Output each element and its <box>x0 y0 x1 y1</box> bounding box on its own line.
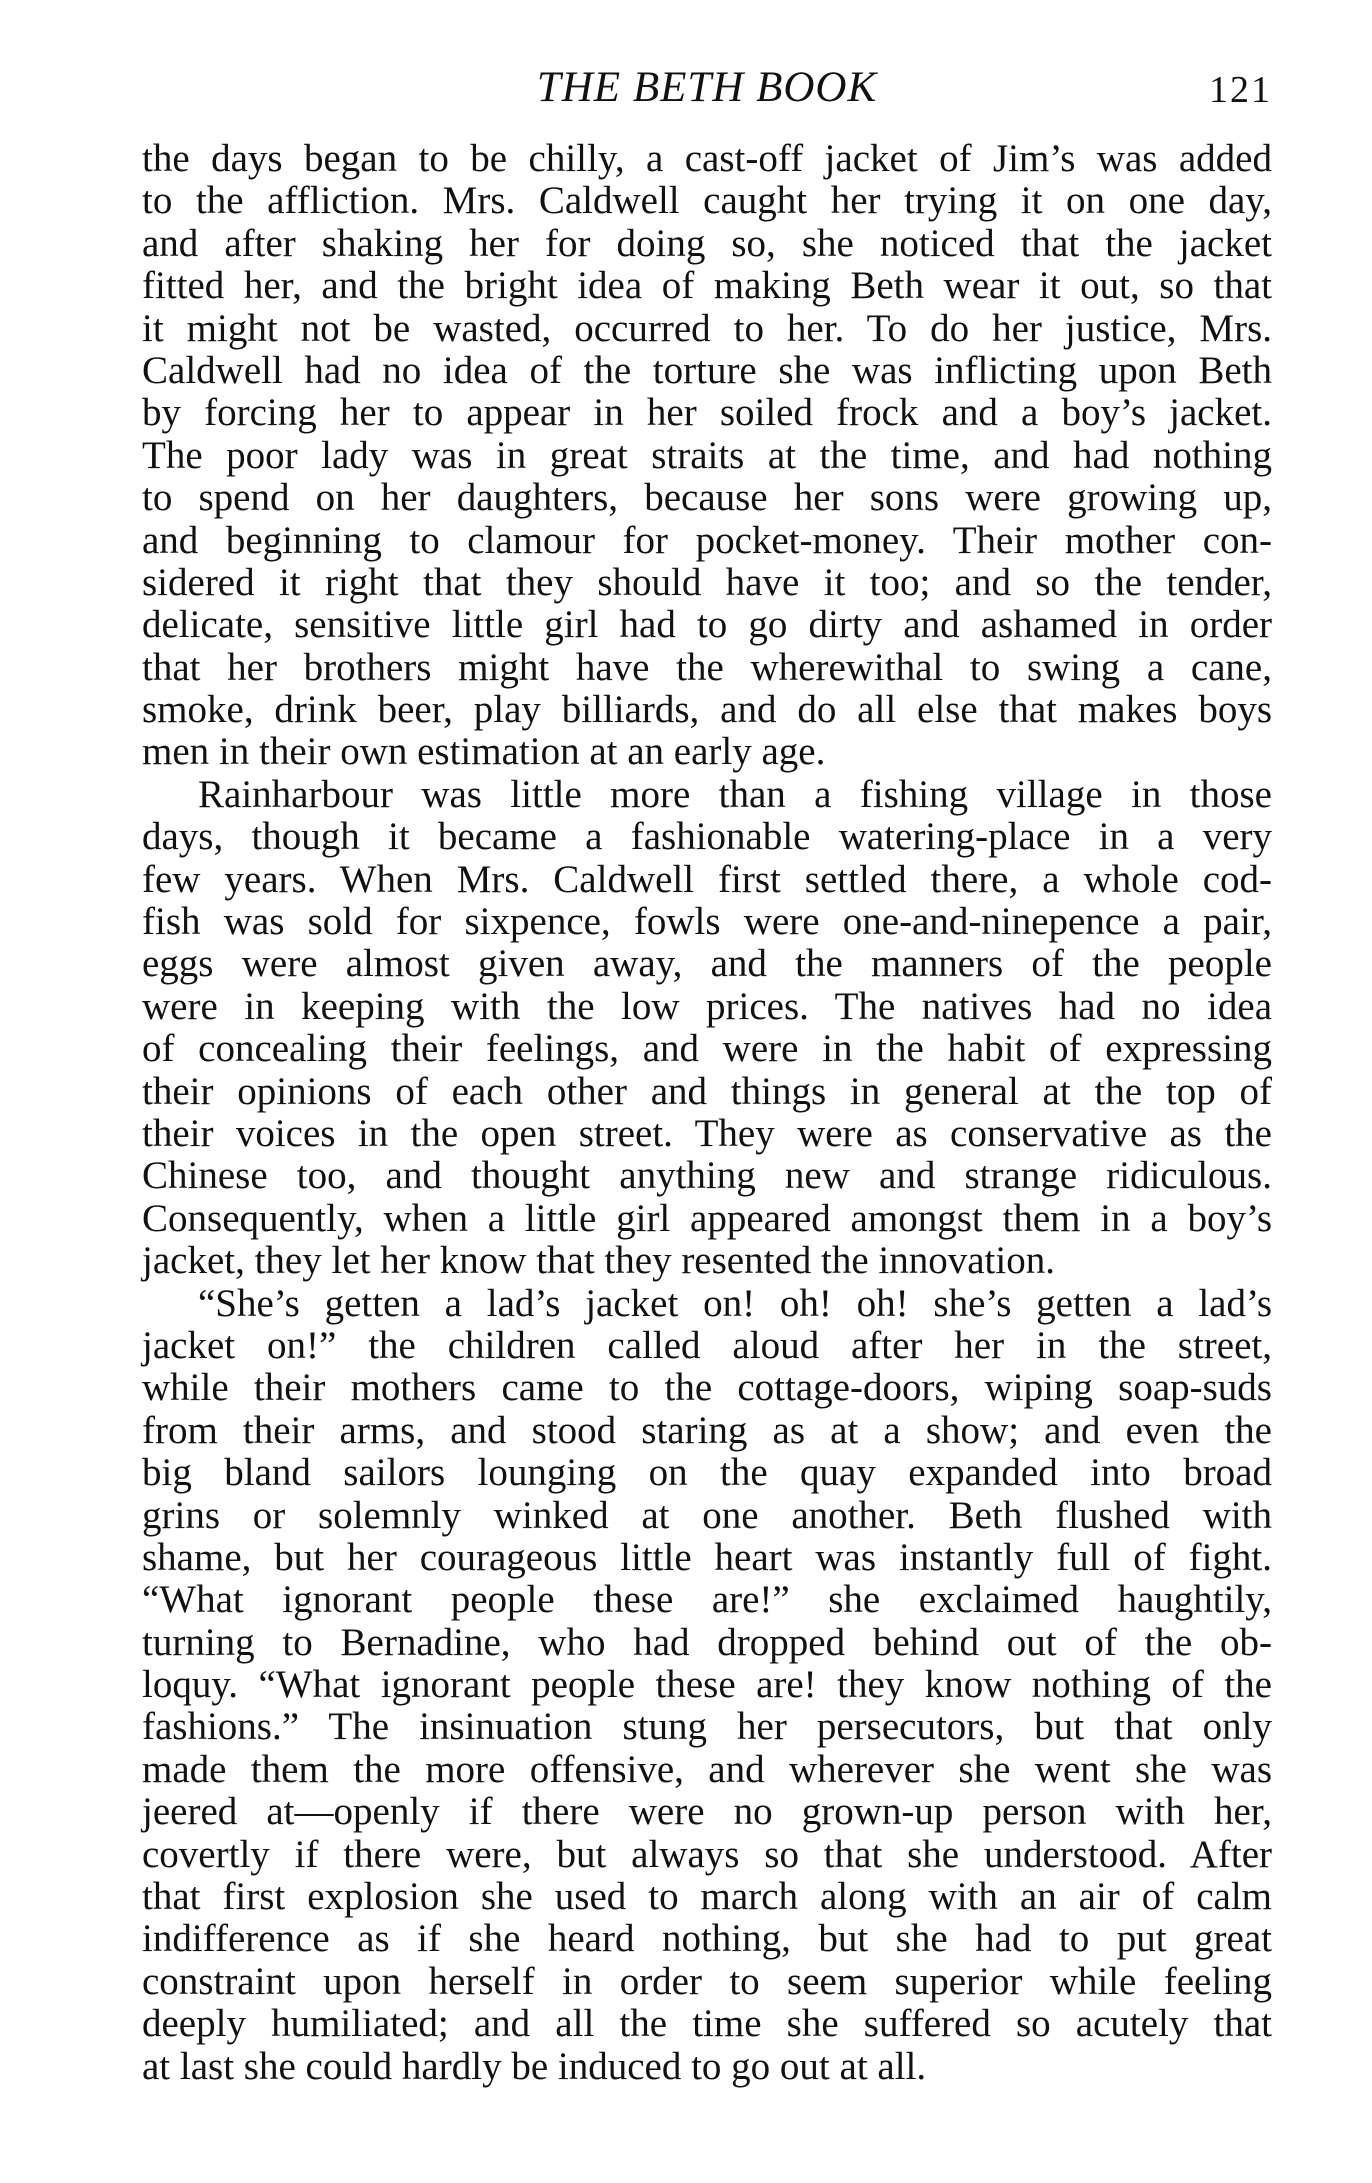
text-line: it might not be wasted, occurred to her. To do her justice, Mrs. <box>142 306 1272 350</box>
body-text <box>142 138 1272 2088</box>
text-line: grins or solemnly winked at one another. Beth flushed with <box>142 1493 1272 1537</box>
text-line: jacket on!” the children called aloud after her in the street, <box>142 1323 1272 1367</box>
text-line: their voices in the open street. They were as conservative as the <box>142 1111 1272 1155</box>
text-line: deeply humiliated; and all the time she suffered so acutely that <box>142 2002 1272 2046</box>
text-line: delicate, sensitive little girl had to go dirty and ashamed in order <box>142 603 1272 647</box>
text-line: to the affliction. Mrs. Caldwell caught her trying it on one day, <box>142 179 1272 223</box>
text-line: that first explosion she used to march along with an air of calm <box>142 1875 1272 1919</box>
running-header <box>142 58 1272 118</box>
paragraph-end-line: jacket, they let her know that they resented the innovation. <box>142 1239 1055 1283</box>
text-line: made them the more offensive, and wherever she went she was <box>142 1747 1272 1791</box>
text-line: jeered at—openly if there were no grown-up person with her, <box>142 1790 1272 1834</box>
text-line: few years. When Mrs. Caldwell first settled there, a whole cod- <box>142 857 1272 901</box>
paragraph-start-line: Rainharbour was little more than a fishing village in those <box>198 772 1272 816</box>
text-line: the days began to be chilly, a cast-off jacket of Jim’s was added <box>142 137 1272 180</box>
text-line: and beginning to clamour for pocket-money. Their mother con- <box>142 518 1272 562</box>
text-line: and after shaking her for doing so, she noticed that the jacket <box>142 221 1272 265</box>
text-line: smoke, drink beer, play billiards, and do all else that makes boys <box>142 688 1272 732</box>
text-line: of concealing their feelings, and were in the habit of expressing <box>142 1027 1272 1071</box>
text-line: while their mothers came to the cottage-doors, wiping soap-suds <box>142 1366 1272 1410</box>
text-line: from their arms, and stood staring as at a show; and even the <box>142 1408 1272 1452</box>
text-line: constraint upon herself in order to seem superior while feeling <box>142 1959 1272 2003</box>
text-line: eggs were almost given away, and the manners of the people <box>142 942 1272 986</box>
text-line: that her brothers might have the wherewithal to swing a cane, <box>142 645 1272 689</box>
text-line: fish was sold for sixpence, fowls were one-and-ninepence a pair, <box>142 900 1272 944</box>
text-line: Chinese too, and thought anything new and strange ridiculous. <box>142 1154 1272 1198</box>
text-line: their opinions of each other and things in general at the top of <box>142 1069 1272 1113</box>
paragraph-end-line: at last she could hardly be induced to go out at all. <box>142 2044 927 2088</box>
text-line: loquy. “What ignorant people these are! they know nothing of the <box>142 1663 1272 1707</box>
text-line: turning to Bernadine, who had dropped behind out of the ob- <box>142 1620 1272 1664</box>
text-line: The poor lady was in great straits at the time, and had nothing <box>142 433 1272 477</box>
text-line: covertly if there were, but always so that she understood. After <box>142 1832 1272 1876</box>
text-line: Caldwell had no idea of the torture she was inflicting upon Beth <box>142 348 1272 392</box>
text-line: indifference as if she heard nothing, but she had to put great <box>142 1917 1272 1961</box>
text-line: fitted her, and the bright idea of making Beth wear it out, so that <box>142 264 1272 308</box>
text-line: Consequently, when a little girl appeared amongst them in a boy’s <box>142 1196 1272 1240</box>
text-line: days, though it became a fashionable watering-place in a very <box>142 815 1272 859</box>
text-line: were in keeping with the low prices. The natives had no idea <box>142 984 1272 1028</box>
running-title: THE BETH BOOK <box>536 64 878 111</box>
text-line: “What ignorant people these are!” she exclaimed haughtily, <box>142 1578 1272 1622</box>
page-number: 121 <box>1209 69 1272 111</box>
paragraph-end-line: men in their own estimation at an early age. <box>142 730 826 774</box>
text-line: to spend on her daughters, because her sons were growing up, <box>142 476 1272 520</box>
text-line: fashions.” The insinuation stung her persecutors, but that only <box>142 1705 1272 1749</box>
text-line: by forcing her to appear in her soiled frock and a boy’s jacket. <box>142 391 1272 435</box>
text-line: shame, but her courageous little heart was instantly full of fight. <box>142 1535 1272 1579</box>
text-line: big bland sailors lounging on the quay expanded into broad <box>142 1451 1272 1495</box>
paragraph-start-line: “She’s getten a lad’s jacket on! oh! oh! she’s getten a lad’s <box>198 1281 1272 1325</box>
text-line: sidered it right that they should have it too; and so the tender, <box>142 560 1272 604</box>
